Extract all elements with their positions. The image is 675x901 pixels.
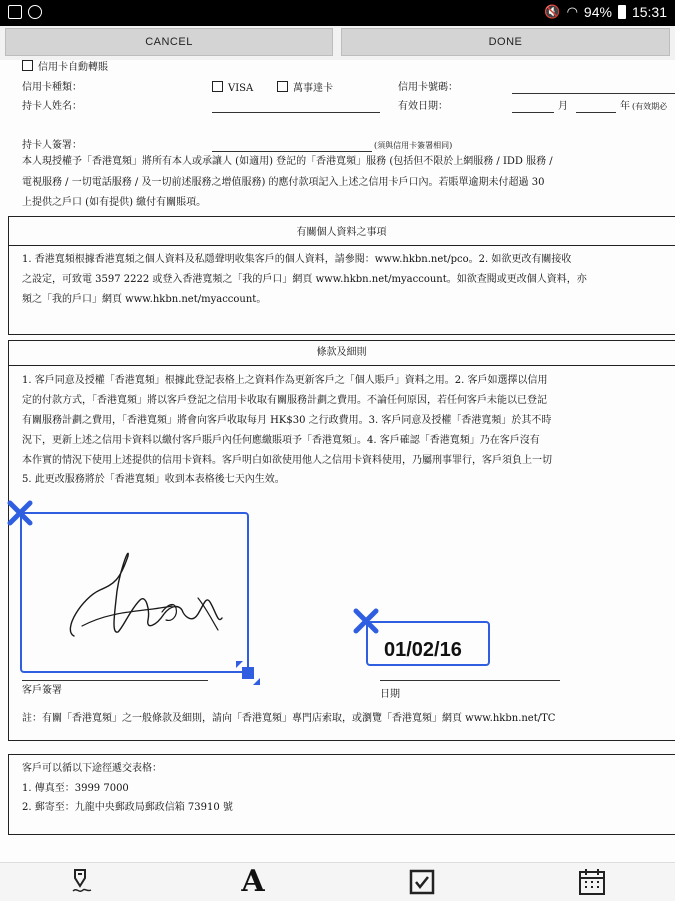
expiry-month: 月 (558, 101, 568, 112)
gallery-icon (8, 5, 22, 19)
expiry-note: (有效期必 (632, 102, 668, 111)
sign-note: (須與信用卡簽署相同) (374, 141, 453, 150)
submit-heading: 客戶可以循以下途徑遞交表格： (22, 763, 162, 774)
divider (8, 340, 675, 341)
checkbox (22, 60, 33, 71)
battery-icon (618, 5, 626, 19)
terms-line-3: 有關服務計劃之費用，「香港寬頻」將會向客戶收取每月 HK$30 之行政費用。3. 客戶同意及授權「香港寬頻」於其不時 (22, 415, 552, 426)
visa-option (212, 81, 253, 95)
battery-percent: 94% (583, 4, 612, 20)
master-checkbox (277, 81, 288, 92)
clock: 15:31 (631, 4, 667, 20)
border-left (8, 754, 9, 834)
expiry-month-line (512, 112, 554, 113)
checkbox-icon (408, 868, 436, 896)
terms-line-4: 況下，更新上述之信用卡資料以繳付客戶賬戶內任何應繳賬項予「香港寬頻」。4. 客戶確認「香港寬頻」乃在客戶沒有 (22, 435, 540, 446)
divider (8, 740, 675, 741)
date-value: 01/02/16 (384, 639, 462, 661)
divider (8, 216, 675, 217)
customer-sign-label: 客戶簽署 (22, 685, 62, 696)
pen-signature-icon (65, 868, 95, 896)
checkbox-tool[interactable] (402, 867, 442, 897)
expiry-year: 年 (620, 101, 630, 112)
resize-handle-icon[interactable] (233, 658, 263, 688)
privacy-line-3: 頻之「我的戶口」網頁 www.hkbn.net/myaccount。 (22, 294, 267, 305)
divider (8, 754, 675, 755)
holder-name-line (212, 112, 380, 113)
calendar-icon (577, 868, 607, 896)
signature-annotation[interactable] (20, 512, 249, 673)
delete-signature-icon[interactable] (5, 498, 35, 528)
expiry-label: 有效日期： (398, 101, 448, 112)
signature-drawing (22, 514, 247, 671)
fax-line: 1. 傳真至：3999 7000 (22, 783, 129, 794)
privacy-line-2: 之設定，可致電 3597 2222 或登入香港寬頻之「我的戶口」網頁 www.hkbn.net/myaccount。如欲查閱或更改個人資料，亦 (22, 274, 587, 285)
date-line (380, 680, 560, 681)
privacy-line-1: 1. 香港寬頻根據香港寬頻之個人資料及私隱聲明收集客戶的個人資料，請參閱：www.hkbn.net/pco。2. 如欲更改有關接收 (22, 254, 572, 265)
autopay-title (22, 60, 108, 74)
auth-line-2: 電視服務 / 一切電話服務 / 及一切前述服務之增值服務) 的應付款項記入上述之信用卡戶口內。若賬單逾期未付超過 30 (22, 177, 545, 188)
holder-sign-line (212, 151, 372, 152)
expiry-year-line (576, 112, 616, 113)
bottom-toolbar (0, 862, 675, 901)
document-page[interactable] (0, 60, 675, 862)
divider (8, 245, 675, 246)
holder-sign-label: 持卡人簽署： (22, 140, 82, 151)
terms-line-2: 定的付款方式，「香港寬頻」將以客戶登記之信用卡收取有關服務計劃之費用。不論任何原因，若任何客戶未能以已登記 (22, 395, 547, 406)
status-bar (0, 0, 675, 26)
mute-icon: 🔇 (544, 4, 561, 19)
divider (8, 834, 675, 835)
card-type-label: 信用卡種類： (22, 82, 82, 93)
terms-heading: 條款及細則 (316, 347, 367, 358)
card-number-line (512, 93, 675, 94)
cancel-button[interactable]: CANCEL (5, 28, 333, 56)
done-button[interactable]: DONE (341, 28, 670, 56)
pen-signature-tool[interactable] (60, 867, 100, 897)
border-left (8, 340, 9, 740)
visa-label: VISA (228, 83, 254, 94)
terms-line-5: 本作實的情況下使用上述提供的信用卡資料。客戶明白如欲使用他人之信用卡資料使用，乃屬刑事罪行，客戶須負上一切 (22, 455, 552, 466)
terms-line-6: 5. 此更改服務將於「香港寬頻」收到本表格後七天內生效。 (22, 474, 285, 485)
master-label: 萬事達卡 (293, 83, 333, 94)
mail-line: 2. 郵寄至：九龍中央郵政局郵政信箱 73910 號 (22, 802, 233, 813)
divider (8, 334, 675, 335)
privacy-heading: 有關個人資料之事項 (296, 227, 387, 238)
cloud-icon (28, 5, 42, 19)
auth-line-3: 上提供之戶口 (如有提供) 繳付有關賬項。 (22, 197, 207, 208)
text-tool[interactable] (233, 864, 273, 899)
customer-sign-line (22, 680, 208, 681)
master-option (277, 81, 333, 95)
calendar-tool[interactable] (572, 867, 612, 897)
note-line: 註：有關「香港寬頻」之一般條款及細則，請向「香港寬頻」專門店索取，或瀏覽「香港寬頻」網頁 www.hkbn.net/TC (22, 713, 556, 724)
date-label: 日期 (380, 689, 400, 700)
delete-date-icon[interactable] (351, 606, 381, 636)
visa-checkbox (212, 81, 223, 92)
autopay-title-text: 信用卡自動轉賬 (38, 62, 108, 73)
auth-line-1: 本人現授權予「香港寬頻」將所有本人或承讓人 (如適用) 登記的「香港寬頻」服務 (包括但不限於上網服務 / IDD 服務 / (22, 156, 553, 167)
text-icon: A (241, 864, 265, 899)
action-bar (0, 26, 675, 60)
divider (8, 365, 675, 366)
terms-line-1: 1. 客戶同意及授權「香港寬頻」根據此登記表格上之資料作為更新客戶之「個人賬戶」資料之用。2. 客戶如選擇以信用 (22, 375, 548, 386)
holder-name-label: 持卡人姓名： (22, 101, 82, 112)
card-number-label: 信用卡號碼： (398, 82, 458, 93)
wifi-icon: ◠ (566, 4, 578, 19)
